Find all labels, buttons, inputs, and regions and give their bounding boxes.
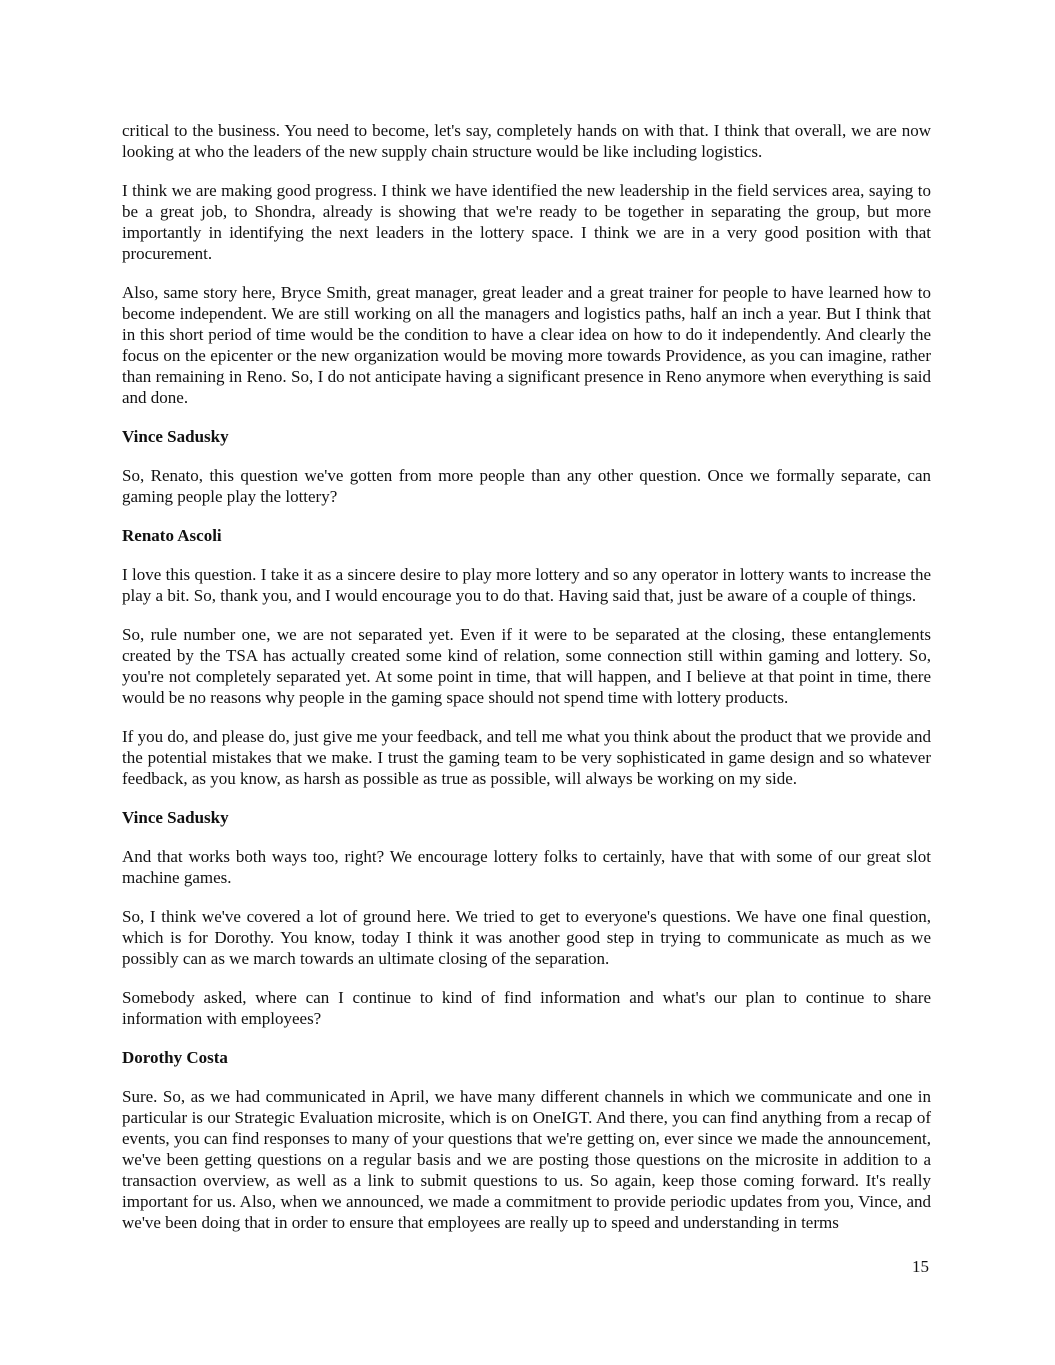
page-content	[122, 120, 931, 1233]
paragraph: Also, same story here, Bryce Smith, great manager, great leader and a great trainer for people to have learned how to become independent. We are still working on all the managers and logistics paths, half an inch a year. But I think that in this short period of time would be the condition to have a clear idea on how to do it independently. And clearly the focus on the epicenter or the new organization would be moving more towards Providence, as you can imagine, rather than remaining in Reno. So, I do not anticipate having a significant presence in Reno anymore when everything is said and done.	[122, 283, 931, 407]
paragraph: Somebody asked, where can I continue to kind of find information and what's our plan to continue to share information with employees?	[122, 988, 931, 1028]
speaker-heading-vince-sadusky: Vince Sadusky	[122, 808, 229, 827]
paragraph: critical to the business. You need to become, let's say, completely hands on with that. I think that overall, we are now looking at who the leaders of the new supply chain structure would be like including logistics.	[122, 121, 931, 161]
speaker-heading-dorothy-costa: Dorothy Costa	[122, 1048, 228, 1067]
speaker-heading-renato-ascoli: Renato Ascoli	[122, 526, 222, 545]
paragraph: If you do, and please do, just give me your feedback, and tell me what you think about the product that we provide and the potential mistakes that we make. I trust the gaming team to be very sophisticated in game design and so whatever feedback, as you know, as harsh as possible as true as possible, will always be working on my side.	[122, 727, 931, 788]
paragraph: So, rule number one, we are not separated yet. Even if it were to be separated at the closing, these entanglements created by the TSA has actually created some kind of relation, some connection still within gaming and lottery. So, you're not completely separated yet. At some point in time, that will happen, and I believe at that point in time, there would be no reasons why people in the gaming space should not spend time with lottery products.	[122, 625, 931, 707]
paragraph: I think we are making good progress. I think we have identified the new leadership in the field services area, saying to be a great job, to Shondra, already is showing that we're ready to be together in separating the group, but more importantly in identifying the next leaders in the lottery space. I think we are in a very good position with that procurement.	[122, 181, 931, 263]
paragraph: Sure. So, as we had communicated in April, we have many different channels in which we communicate and one in particular is our Strategic Evaluation microsite, which is on OneIGT. And there, you can find anything from a recap of events, you can find responses to many of your questions that we're getting on, ever since we made the announcement, we've been getting questions on a regular basis and we are posting those questions on the microsite in addition to a transaction overview, as well as a link to submit questions to us. So again, keep those coming forward. It's really important for us. Also, when we announced, we made a commitment to provide periodic updates from you, Vince, and we've been doing that in order to ensure that employees are really up to speed and understanding in terms	[122, 1087, 931, 1232]
paragraph: And that works both ways too, right? We encourage lottery folks to certainly, have that with some of our great slot machine games.	[122, 847, 931, 887]
paragraph: So, Renato, this question we've gotten from more people than any other question. Once we formally separate, can gaming people play the lottery?	[122, 466, 931, 506]
paragraph: I love this question. I take it as a sincere desire to play more lottery and so any operator in lottery wants to increase the play a bit. So, thank you, and I would encourage you to do that. Having said that, just be aware of a couple of things.	[122, 565, 931, 605]
paragraph: So, I think we've covered a lot of ground here. We tried to get to everyone's questions. We have one final question, which is for Dorothy. You know, today I think it was another good step in trying to communicate as much as we possibly can as we march towards an ultimate closing of the separation.	[122, 907, 931, 968]
speaker-heading-vince-sadusky: Vince Sadusky	[122, 427, 229, 446]
page-number: 15	[912, 1257, 929, 1276]
